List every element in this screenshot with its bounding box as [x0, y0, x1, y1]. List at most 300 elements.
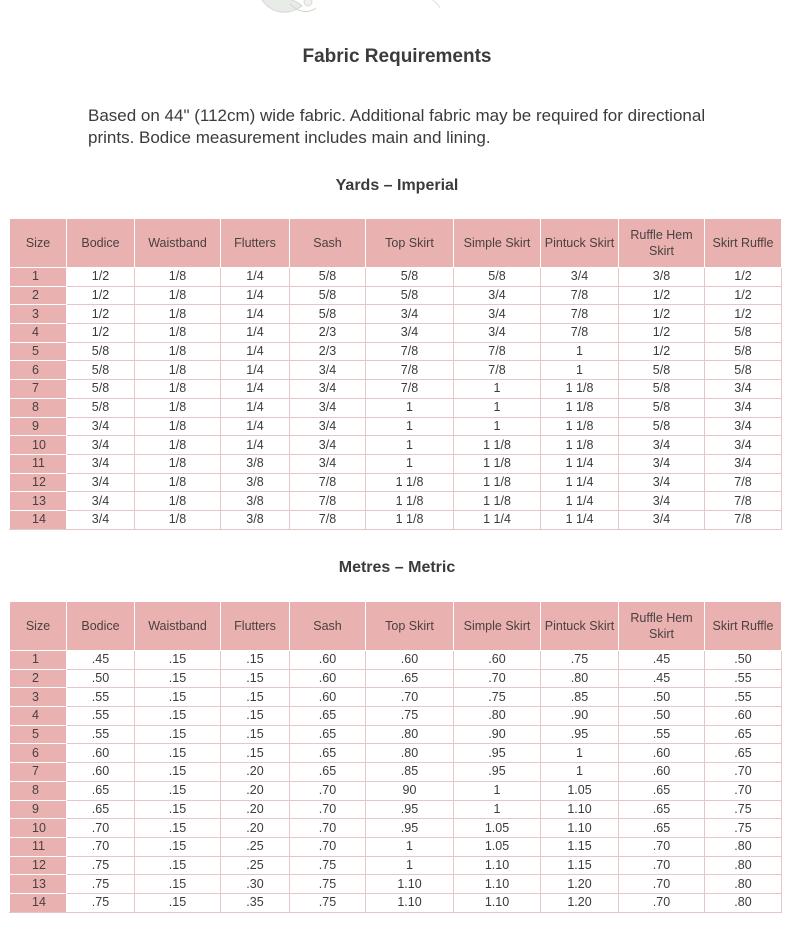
- metres-col-header: Skirt Ruffle: [705, 602, 782, 651]
- table-cell: .75: [454, 688, 541, 707]
- table-cell: .65: [619, 781, 705, 800]
- metres-col-header: Ruffle Hem Skirt: [619, 602, 705, 651]
- table-cell: .70: [366, 688, 454, 707]
- size-cell: 12: [10, 856, 67, 875]
- intro-text: Based on 44" (112cm) wide fabric. Additional fabric may be required for directional prints. Bodice measurement includes main and lining.: [88, 106, 706, 147]
- table-cell: 1: [366, 856, 454, 875]
- table-cell: .55: [67, 725, 135, 744]
- table-cell: 3/8: [221, 473, 290, 492]
- floral-ornament-icon: [250, 0, 450, 20]
- table-cell: 3/8: [619, 268, 705, 287]
- table-row: [10, 781, 782, 800]
- size-cell: 5: [10, 342, 67, 361]
- table-cell: 7/8: [366, 361, 454, 380]
- table-cell: 3/4: [705, 436, 782, 455]
- table-cell: 5/8: [366, 268, 454, 287]
- table-cell: .75: [67, 856, 135, 875]
- table-row: [10, 856, 782, 875]
- table-cell: 5/8: [705, 342, 782, 361]
- table-cell: 1.10: [454, 893, 541, 912]
- size-cell: 12: [10, 473, 67, 492]
- table-cell: .25: [221, 837, 290, 856]
- table-cell: 5/8: [366, 286, 454, 305]
- table-cell: .90: [454, 725, 541, 744]
- table-cell: 3/4: [619, 492, 705, 511]
- table-row: [10, 744, 782, 763]
- table-cell: 3/4: [705, 398, 782, 417]
- table-cell: .50: [705, 651, 782, 670]
- table-cell: 3/4: [290, 398, 366, 417]
- table-cell: .80: [454, 707, 541, 726]
- table-cell: .45: [67, 651, 135, 670]
- table-cell: .75: [541, 651, 619, 670]
- size-cell: 6: [10, 744, 67, 763]
- table-cell: 1/8: [135, 305, 221, 324]
- table-row: [10, 436, 782, 455]
- table-cell: .15: [135, 781, 221, 800]
- table-cell: 3/4: [454, 324, 541, 343]
- size-cell: 9: [10, 800, 67, 819]
- table-row: [10, 669, 782, 688]
- table-cell: .15: [135, 651, 221, 670]
- table-cell: 1 1/8: [366, 510, 454, 529]
- table-cell: 3/4: [705, 380, 782, 399]
- size-cell: 3: [10, 305, 67, 324]
- yards-col-header: Ruffle Hem Skirt: [619, 219, 705, 268]
- table-cell: .75: [705, 819, 782, 838]
- table-cell: .65: [67, 781, 135, 800]
- table-cell: .15: [135, 688, 221, 707]
- table-cell: 3/8: [221, 510, 290, 529]
- table-cell: 3/8: [221, 454, 290, 473]
- size-cell: 1: [10, 268, 67, 287]
- table-cell: 1: [366, 417, 454, 436]
- size-cell: 5: [10, 725, 67, 744]
- table-row: [10, 342, 782, 361]
- table-cell: .65: [619, 800, 705, 819]
- size-cell: 14: [10, 510, 67, 529]
- yards-header-row: [10, 219, 782, 268]
- table-row: [10, 305, 782, 324]
- table-row: [10, 893, 782, 912]
- table-cell: 7/8: [290, 473, 366, 492]
- table-cell: .15: [135, 669, 221, 688]
- table-cell: 1.05: [454, 837, 541, 856]
- table-cell: 1: [541, 763, 619, 782]
- table-cell: 3/8: [221, 492, 290, 511]
- table-cell: .65: [290, 707, 366, 726]
- table-cell: .15: [221, 707, 290, 726]
- table-cell: 1.05: [454, 819, 541, 838]
- table-cell: .15: [135, 707, 221, 726]
- table-cell: 2/3: [290, 324, 366, 343]
- table-cell: .95: [366, 819, 454, 838]
- table-cell: 3/4: [290, 436, 366, 455]
- table-cell: 1/4: [221, 417, 290, 436]
- table-cell: .70: [705, 763, 782, 782]
- table-cell: 3/4: [705, 417, 782, 436]
- table-row: [10, 454, 782, 473]
- table-row: [10, 510, 782, 529]
- table-cell: 7/8: [366, 342, 454, 361]
- size-cell: 7: [10, 380, 67, 399]
- table-cell: 1.10: [454, 875, 541, 894]
- size-cell: 9: [10, 417, 67, 436]
- size-cell: 14: [10, 893, 67, 912]
- yards-col-header: Bodice: [67, 219, 135, 268]
- table-cell: 1.10: [366, 893, 454, 912]
- yards-table-body: [10, 268, 782, 530]
- table-cell: 1 1/8: [454, 473, 541, 492]
- table-cell: 1/8: [135, 324, 221, 343]
- table-cell: .95: [541, 725, 619, 744]
- table-cell: 1.15: [541, 837, 619, 856]
- table-cell: .55: [619, 725, 705, 744]
- metres-col-header: Size: [10, 602, 67, 651]
- table-cell: .75: [67, 893, 135, 912]
- page-title: Fabric Requirements: [302, 46, 492, 67]
- yards-col-header: Waistband: [135, 219, 221, 268]
- table-cell: 1/2: [67, 305, 135, 324]
- table-cell: 7/8: [290, 510, 366, 529]
- table-cell: 2/3: [290, 342, 366, 361]
- table-cell: .80: [705, 837, 782, 856]
- table-cell: .75: [366, 707, 454, 726]
- table-cell: 5/8: [290, 268, 366, 287]
- table-cell: 1.10: [541, 819, 619, 838]
- table-cell: .65: [290, 763, 366, 782]
- table-row: [10, 725, 782, 744]
- table-cell: .55: [67, 688, 135, 707]
- table-cell: .70: [619, 856, 705, 875]
- table-cell: .15: [221, 725, 290, 744]
- table-cell: 1: [454, 380, 541, 399]
- table-row: [10, 837, 782, 856]
- table-cell: 7/8: [290, 492, 366, 511]
- table-cell: .30: [221, 875, 290, 894]
- table-cell: 1.10: [541, 800, 619, 819]
- table-cell: 1/8: [135, 268, 221, 287]
- table-cell: 1: [454, 398, 541, 417]
- table-cell: 1 1/4: [454, 510, 541, 529]
- table-cell: 1/4: [221, 342, 290, 361]
- table-row: [10, 417, 782, 436]
- table-cell: 1/2: [619, 342, 705, 361]
- table-cell: .15: [135, 800, 221, 819]
- table-cell: .95: [366, 800, 454, 819]
- table-cell: 5/8: [705, 361, 782, 380]
- table-cell: 3/4: [454, 286, 541, 305]
- size-cell: 11: [10, 837, 67, 856]
- yards-col-header: Sash: [290, 219, 366, 268]
- table-cell: .85: [366, 763, 454, 782]
- table-cell: 1.20: [541, 893, 619, 912]
- table-cell: 7/8: [541, 286, 619, 305]
- table-cell: 7/8: [705, 510, 782, 529]
- table-cell: .35: [221, 893, 290, 912]
- size-cell: 13: [10, 875, 67, 894]
- size-cell: 2: [10, 286, 67, 305]
- table-cell: 1.10: [454, 856, 541, 875]
- table-cell: .15: [135, 875, 221, 894]
- table-cell: 3/4: [290, 380, 366, 399]
- table-cell: 1/8: [135, 361, 221, 380]
- table-cell: .70: [705, 781, 782, 800]
- table-cell: .70: [290, 837, 366, 856]
- table-row: [10, 268, 782, 287]
- table-cell: 5/8: [705, 324, 782, 343]
- table-cell: .55: [705, 688, 782, 707]
- table-row: [10, 651, 782, 670]
- table-cell: 1/2: [705, 268, 782, 287]
- table-cell: 3/4: [290, 454, 366, 473]
- table-cell: .20: [221, 800, 290, 819]
- table-cell: .80: [705, 893, 782, 912]
- table-cell: 3/4: [67, 436, 135, 455]
- table-cell: 3/4: [67, 492, 135, 511]
- table-cell: 5/8: [290, 286, 366, 305]
- table-cell: .65: [67, 800, 135, 819]
- yards-col-header: Flutters: [221, 219, 290, 268]
- table-cell: 7/8: [366, 380, 454, 399]
- table-cell: .75: [290, 893, 366, 912]
- table-cell: .70: [290, 781, 366, 800]
- table-row: [10, 763, 782, 782]
- table-cell: .60: [366, 651, 454, 670]
- table-cell: 1/4: [221, 398, 290, 417]
- table-cell: 1 1/8: [541, 398, 619, 417]
- table-cell: .55: [705, 669, 782, 688]
- metres-section-title: Metres – Metric: [338, 559, 456, 576]
- table-cell: 1: [366, 454, 454, 473]
- table-cell: .50: [619, 707, 705, 726]
- size-cell: 4: [10, 324, 67, 343]
- table-cell: .70: [290, 819, 366, 838]
- table-cell: .70: [454, 669, 541, 688]
- table-cell: .65: [619, 819, 705, 838]
- table-cell: .65: [290, 725, 366, 744]
- table-cell: 1/4: [221, 380, 290, 399]
- table-cell: 3/4: [67, 473, 135, 492]
- table-cell: .60: [619, 763, 705, 782]
- table-cell: .55: [67, 707, 135, 726]
- table-cell: 7/8: [454, 342, 541, 361]
- table-cell: 1: [454, 417, 541, 436]
- size-cell: 2: [10, 669, 67, 688]
- table-cell: .80: [541, 669, 619, 688]
- table-cell: 1/8: [135, 473, 221, 492]
- table-cell: .45: [619, 669, 705, 688]
- table-cell: .60: [290, 651, 366, 670]
- table-cell: 3/4: [619, 510, 705, 529]
- table-cell: 1/4: [221, 305, 290, 324]
- table-row: [10, 707, 782, 726]
- table-cell: 90: [366, 781, 454, 800]
- table-cell: .50: [619, 688, 705, 707]
- table-cell: 3/4: [366, 324, 454, 343]
- yards-col-header: Skirt Ruffle: [705, 219, 782, 268]
- metres-col-header: Top Skirt: [366, 602, 454, 651]
- table-cell: 1: [366, 436, 454, 455]
- table-cell: 1.15: [541, 856, 619, 875]
- yards-section-title: Yards – Imperial: [335, 177, 459, 194]
- table-cell: 1/8: [135, 510, 221, 529]
- table-cell: .80: [705, 875, 782, 894]
- metres-col-header: Bodice: [67, 602, 135, 651]
- table-cell: 1 1/8: [454, 454, 541, 473]
- table-cell: .75: [705, 800, 782, 819]
- table-cell: 1: [366, 398, 454, 417]
- yards-col-header: Simple Skirt: [454, 219, 541, 268]
- table-cell: 1 1/4: [541, 510, 619, 529]
- table-row: [10, 473, 782, 492]
- table-cell: .80: [366, 744, 454, 763]
- metres-table-body: [10, 651, 782, 913]
- table-cell: 5/8: [619, 417, 705, 436]
- table-row: [10, 688, 782, 707]
- table-cell: .75: [67, 875, 135, 894]
- table-cell: .60: [454, 651, 541, 670]
- table-cell: .85: [541, 688, 619, 707]
- table-cell: 5/8: [619, 361, 705, 380]
- table-cell: .15: [135, 763, 221, 782]
- table-cell: .15: [221, 669, 290, 688]
- table-cell: 1/2: [619, 324, 705, 343]
- metres-table: [9, 601, 782, 913]
- table-cell: 3/4: [67, 417, 135, 436]
- yards-col-header: Size: [10, 219, 67, 268]
- table-cell: 1 1/4: [541, 492, 619, 511]
- table-cell: .15: [221, 744, 290, 763]
- table-row: [10, 819, 782, 838]
- table-cell: 5/8: [619, 380, 705, 399]
- table-cell: 3/4: [619, 436, 705, 455]
- metres-col-header: Flutters: [221, 602, 290, 651]
- table-cell: .65: [366, 669, 454, 688]
- table-row: [10, 875, 782, 894]
- table-cell: 7/8: [705, 492, 782, 511]
- table-cell: 5/8: [67, 361, 135, 380]
- table-cell: 7/8: [541, 305, 619, 324]
- table-cell: .75: [290, 856, 366, 875]
- table-cell: .95: [454, 763, 541, 782]
- table-cell: 1/2: [67, 268, 135, 287]
- table-cell: 1: [454, 800, 541, 819]
- table-cell: .70: [67, 837, 135, 856]
- table-cell: 1 1/4: [541, 454, 619, 473]
- size-cell: 1: [10, 651, 67, 670]
- yards-table: [9, 218, 782, 530]
- table-cell: 5/8: [67, 398, 135, 417]
- table-cell: 1/4: [221, 324, 290, 343]
- table-cell: 1/8: [135, 380, 221, 399]
- metres-col-header: Waistband: [135, 602, 221, 651]
- table-cell: .95: [454, 744, 541, 763]
- table-cell: 3/4: [67, 510, 135, 529]
- table-cell: .65: [705, 725, 782, 744]
- table-cell: .15: [221, 651, 290, 670]
- table-cell: 7/8: [705, 473, 782, 492]
- table-cell: 3/4: [705, 454, 782, 473]
- table-cell: 1/4: [221, 361, 290, 380]
- table-cell: 1: [541, 342, 619, 361]
- size-cell: 11: [10, 454, 67, 473]
- table-cell: .60: [619, 744, 705, 763]
- table-cell: .80: [366, 725, 454, 744]
- metres-header-row: [10, 602, 782, 651]
- table-cell: 3/4: [366, 305, 454, 324]
- table-cell: 1.05: [541, 781, 619, 800]
- table-cell: .20: [221, 781, 290, 800]
- table-cell: 5/8: [619, 398, 705, 417]
- size-cell: 7: [10, 763, 67, 782]
- table-row: [10, 361, 782, 380]
- table-cell: .90: [541, 707, 619, 726]
- metres-col-header: Sash: [290, 602, 366, 651]
- table-cell: 1 1/8: [366, 473, 454, 492]
- table-cell: .15: [135, 725, 221, 744]
- table-cell: 1/8: [135, 417, 221, 436]
- table-cell: 3/4: [67, 454, 135, 473]
- table-cell: 3/4: [619, 454, 705, 473]
- table-cell: 1: [541, 361, 619, 380]
- table-cell: 5/8: [290, 305, 366, 324]
- yards-col-header: Top Skirt: [366, 219, 454, 268]
- table-cell: 1/8: [135, 436, 221, 455]
- table-cell: .60: [290, 669, 366, 688]
- table-cell: 1/4: [221, 268, 290, 287]
- table-cell: .15: [135, 744, 221, 763]
- table-cell: 1/4: [221, 436, 290, 455]
- table-cell: 1/8: [135, 454, 221, 473]
- table-cell: 1/8: [135, 398, 221, 417]
- table-cell: .15: [135, 856, 221, 875]
- table-cell: 1: [454, 781, 541, 800]
- table-cell: 1/2: [67, 324, 135, 343]
- table-cell: 3/4: [541, 268, 619, 287]
- table-cell: .15: [135, 893, 221, 912]
- table-cell: 1.20: [541, 875, 619, 894]
- table-cell: 1 1/8: [541, 417, 619, 436]
- metres-col-header: Pintuck Skirt: [541, 602, 619, 651]
- table-cell: .60: [67, 763, 135, 782]
- table-cell: 7/8: [541, 324, 619, 343]
- table-cell: 5/8: [67, 380, 135, 399]
- table-cell: 3/4: [290, 361, 366, 380]
- table-cell: .20: [221, 763, 290, 782]
- table-cell: 1/8: [135, 342, 221, 361]
- table-cell: 1 1/8: [541, 436, 619, 455]
- table-cell: .80: [705, 856, 782, 875]
- table-row: [10, 800, 782, 819]
- table-cell: .70: [619, 893, 705, 912]
- table-cell: 5/8: [454, 268, 541, 287]
- size-cell: 4: [10, 707, 67, 726]
- table-cell: 1: [541, 744, 619, 763]
- table-cell: 5/8: [67, 342, 135, 361]
- table-cell: 1 1/8: [541, 380, 619, 399]
- table-cell: 1/8: [135, 286, 221, 305]
- table-cell: .25: [221, 856, 290, 875]
- table-row: [10, 286, 782, 305]
- table-cell: 1: [366, 837, 454, 856]
- table-cell: 1/2: [619, 286, 705, 305]
- table-cell: 1/2: [705, 305, 782, 324]
- size-cell: 8: [10, 398, 67, 417]
- table-row: [10, 380, 782, 399]
- table-cell: .15: [221, 688, 290, 707]
- table-cell: 1/2: [67, 286, 135, 305]
